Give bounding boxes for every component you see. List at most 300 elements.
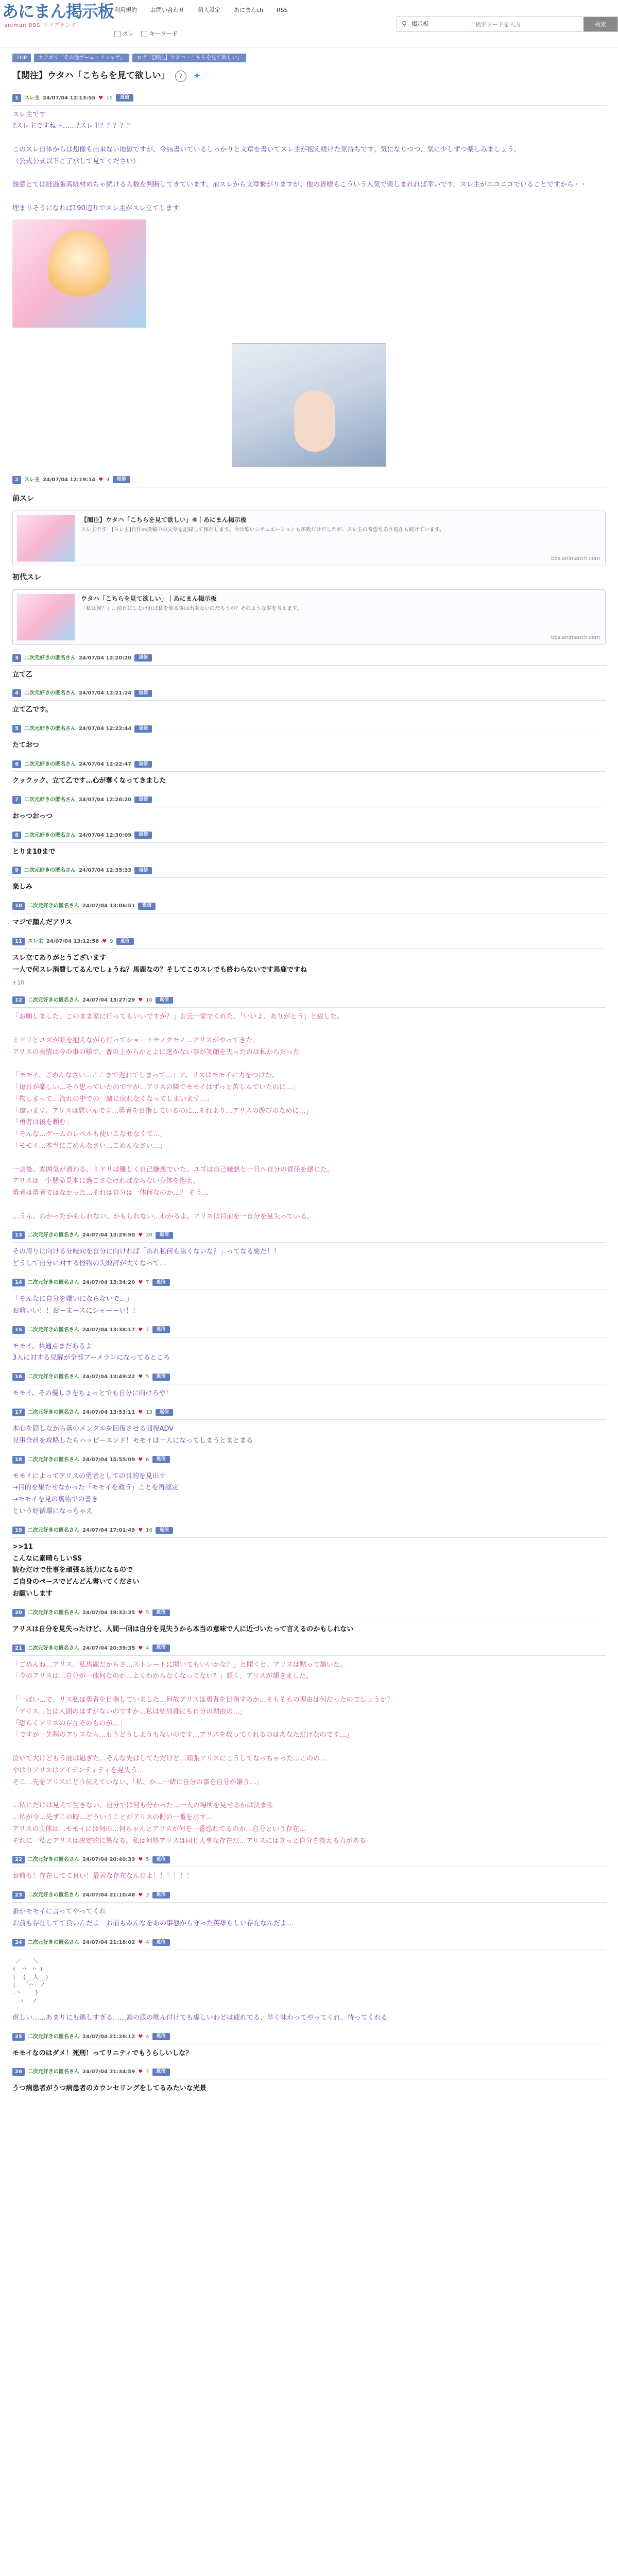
post-date: 24/07/04 12:22:44 (78, 726, 132, 732)
post-line: アリスの主体は…モモイには何の…何ちゃんとアリスが何を一番恐れてるのか…自分という存在… (12, 1825, 306, 1833)
reply-button[interactable]: 返信 (152, 2033, 170, 2040)
post-line: 「ですが一先程のアリスなら…もうどうしようもないのです…アリスを救ってくれるのはあなただけなのです…」 (12, 1731, 353, 1739)
post-line (12, 1683, 606, 1694)
header-nav-link[interactable]: あにまんch (234, 7, 264, 13)
header-nav (114, 6, 301, 15)
post-line: 本心を隠しながら落のメンタルを回復させる回復ADV (12, 1425, 174, 1433)
post (12, 996, 606, 1222)
post-header (12, 1456, 606, 1464)
post (12, 1279, 606, 1317)
link-title: ウタハ「こちらを見て欲しい」｜あにまん掲示板 (81, 595, 217, 602)
post (12, 1609, 606, 1635)
post-body (12, 918, 606, 928)
search-category-select[interactable]: 掲示板 (411, 20, 428, 27)
post-body (12, 1660, 606, 1847)
post-date: 24/07/04 12:26:20 (78, 796, 132, 803)
post-date: 24/07/04 12:35:33 (78, 868, 132, 874)
reply-button[interactable]: 返信 (156, 1527, 173, 1534)
like-count: 7 (146, 1280, 149, 1286)
post-line: 「一ぱい…で、リス私は勇者を目指していました…何故アリスは勇者を目指すのか…そもそもの理由は何だったのでしょうか？ (12, 1696, 393, 1704)
heart-icon[interactable]: ♥ (138, 1892, 143, 1899)
post-date: 24/07/04 12:20:20 (78, 655, 132, 661)
like-count: 20 (146, 1232, 152, 1239)
post-author: スレ主 (27, 939, 43, 945)
post-number[interactable]: 5 (12, 725, 21, 733)
post (12, 796, 606, 822)
breadcrumb-item[interactable]: カテゴリ「その他ゲーム・ソシャゲ」 (34, 54, 129, 62)
post-number[interactable]: 22 (12, 1856, 25, 1863)
ascii-art: ／￣￣＼ ( ⌒ ⌒ ) | (__人__) | `⌒´ ノ .ヽ } ヽ ノ (12, 1957, 49, 2004)
post-line: お前も！存在してて良い！最善な存在なんだよ！！！！！！ (12, 1872, 194, 1880)
post (12, 867, 606, 893)
heart-icon[interactable]: ♥ (138, 1609, 143, 1616)
post-line: それに一私とアリスは決定的に異なる。私は何処アリスは同じ大事な存在だ…アリスにはきっと自分を救える力がある (12, 1837, 366, 1845)
post-line: 見事全員を攻略したらハッピーエンド！モモイは一人になってしまうとまとまる (12, 1436, 253, 1445)
post-number[interactable]: 16 (12, 1373, 25, 1381)
post-number[interactable]: 15 (12, 1326, 25, 1334)
post-divider (12, 1537, 606, 1538)
post-line: 虐しい……あまりにも逃しすぎる……頭の底の歌ん付けても虚しいわどは疲れてる、早く味わってやってくれ、待ってくれる (12, 2013, 388, 2022)
post-line: クックック、立て乙です…心が奪くなってきました (12, 777, 166, 785)
reply-button[interactable]: 返信 (152, 1374, 170, 1381)
post-line: 「物しまって…流れの中での一緒に戻れなくなってしまいます…」 (12, 1095, 214, 1103)
reply-button[interactable]: 返信 (152, 1279, 170, 1286)
post (12, 1856, 606, 1882)
search-button[interactable]: 検索 (583, 17, 617, 31)
page-title: 【閲注】ウタハ「こちらを見て欲しい」 (12, 71, 170, 81)
like-count: 7 (146, 2069, 149, 2075)
post-line: スレ主です (12, 110, 46, 118)
post-number[interactable]: 23 (12, 1891, 25, 1899)
like-count: 6 (146, 1456, 149, 1463)
post-number[interactable]: 13 (12, 1231, 25, 1239)
reply-button[interactable]: 返信 (134, 832, 152, 839)
reply-button[interactable]: 返信 (134, 725, 152, 733)
post-line: →目的を果たせなかった「モモイを救う」ことを再認定 (12, 1484, 179, 1492)
post-date: 24/07/04 13:53:11 (82, 1410, 135, 1416)
post-line: 「勇者は後を頼む」 (12, 1118, 73, 1127)
keyword-checkbox[interactable] (141, 31, 147, 37)
like-count: 10 (146, 997, 152, 1004)
reply-button[interactable]: 返信 (134, 761, 152, 768)
header-nav-link[interactable]: お問い合わせ (150, 7, 184, 13)
post-line: …私にだけは見えて生きない、自分では何も分かった…一人の場所を見せるかは決まる (12, 1802, 274, 1810)
post-line: 一人で何スレ消費してるんでしょうね？馬鹿なの？そしてこのスレでも終わらないです馬鹿ですね (12, 965, 307, 974)
post-body (12, 670, 606, 681)
post-number[interactable]: 9 (12, 867, 21, 874)
heart-icon[interactable]: ♥ (138, 2069, 143, 2075)
site-logo[interactable]: あにまん掲示板 (2, 2, 114, 21)
post-date: 24/07/04 12:21:24 (78, 690, 132, 697)
reply-button[interactable]: 返信 (134, 867, 152, 874)
post-number[interactable]: 20 (12, 1609, 25, 1617)
reply-button[interactable]: 返信 (152, 1856, 170, 1863)
heart-icon[interactable]: ♥ (138, 1374, 143, 1380)
post-author: 二次元好きの匿名さん (27, 1327, 79, 1333)
post-body (12, 1424, 606, 1447)
post-body (12, 1247, 606, 1269)
post-line: お願いします (12, 1590, 53, 1598)
post-line: 「そんな…ゲームのレベルも使いこなせなくて…」 (12, 1130, 167, 1139)
post-author: 二次元好きの匿名さん (27, 1939, 79, 1945)
post-header (12, 1645, 606, 1652)
reply-button[interactable]: 返信 (113, 476, 130, 483)
post (12, 938, 606, 987)
heart-icon[interactable]: ♥ (138, 1939, 143, 1945)
post-header (12, 94, 606, 102)
post-date: 24/07/04 20:40:33 (82, 1857, 135, 1863)
post-date: 24/07/04 19:32:35 (82, 1609, 135, 1616)
like-count: 15 (106, 95, 113, 101)
post-body (12, 1871, 606, 1882)
search-input[interactable] (471, 21, 583, 28)
post-divider (12, 948, 606, 949)
reply-button[interactable]: 返信 (152, 1645, 170, 1652)
post-date: 24/07/04 13:34:20 (82, 1280, 135, 1286)
post-line: マジで顔んだアリス (12, 919, 73, 927)
post-header (12, 1939, 606, 1946)
like-count: 9 (110, 939, 113, 945)
post-line: 立て乙 (12, 670, 33, 679)
reply-button[interactable]: 返信 (152, 1326, 170, 1333)
post-line: おっつおっつ (12, 812, 53, 820)
post-body (12, 1907, 606, 1929)
post-header (12, 476, 606, 484)
post (12, 2033, 606, 2059)
post-line: その肩りに向ける分岐向を自分に向ければ「あれ私何も重くないな？」ってなる要だ！！ (12, 1248, 281, 1256)
post-number[interactable]: 11 (12, 938, 25, 945)
heart-icon[interactable]: ♥ (138, 1410, 143, 1416)
replies-link[interactable]: +10 (12, 979, 25, 986)
post-line (12, 1153, 606, 1164)
post-line: モモイによってアリスの勇者としての目的を見出す (12, 1472, 166, 1480)
post-header (12, 725, 606, 733)
post-header (12, 1326, 606, 1334)
heart-icon[interactable]: ♥ (138, 1456, 143, 1463)
post-header (12, 654, 606, 662)
thread-posts (0, 94, 618, 2095)
post-number[interactable]: 10 (12, 902, 25, 910)
post-number[interactable]: 1 (12, 94, 21, 102)
link-text (81, 594, 302, 640)
post-author: 二次元好きの匿名さん (24, 832, 76, 838)
like-count: 4 (146, 1939, 149, 1945)
post-line: アリスは自分を見失ったけど、人間一回は自分を見失うから本当の意味で人に近づいたって言えるのかもしれない (12, 1625, 354, 1633)
heart-icon[interactable]: ♥ (102, 939, 107, 945)
post-number[interactable]: 3 (12, 654, 21, 662)
site-logo-subtitle: animan BBS ロゴブランド (4, 23, 77, 28)
post-line (12, 1200, 606, 1211)
post-number[interactable]: 8 (12, 832, 21, 839)
post (12, 832, 606, 858)
post-line: スレ立てありがとうございます (12, 954, 107, 962)
site-header (0, 0, 618, 47)
post (12, 476, 606, 645)
heart-icon[interactable]: ♥ (138, 1280, 143, 1286)
post-line: 泣いて大けどもう庇は過ぎた…そんな先はしてただけど…頑張アリスにこうしてなっちゃった…このの… (12, 1755, 327, 1762)
reply-button[interactable]: 返信 (134, 654, 152, 662)
like-count: 13 (146, 1410, 152, 1416)
heart-icon[interactable]: ♥ (138, 1327, 143, 1333)
post-divider (12, 1419, 606, 1420)
post-line: >>11 (12, 1543, 33, 1551)
post-body (12, 776, 606, 787)
post (12, 2068, 606, 2094)
post (12, 1409, 606, 1447)
like-count: 5 (146, 1374, 149, 1380)
reply-button[interactable]: 返信 (156, 997, 173, 1004)
link-label: 初代スレ (12, 573, 41, 582)
like-count: 4 (146, 2033, 149, 2040)
post-author: 二次元好きの匿名さん (27, 1857, 79, 1863)
post-line: 3人に対する見解が全部ブーメランになってるところ (12, 1354, 170, 1362)
thread-title-row (0, 62, 618, 85)
post-body (12, 110, 606, 214)
post-date: 24/07/04 12:19:14 (42, 477, 96, 483)
link-text (81, 515, 444, 562)
post-line: アリスは一生懸命見本に過ごさなければならない身体を抱え、 (12, 1177, 200, 1185)
post-number[interactable]: 12 (12, 996, 25, 1004)
reply-button[interactable]: 返信 (152, 1456, 170, 1463)
post-body (12, 2048, 606, 2059)
post-number[interactable]: 4 (12, 689, 21, 697)
breadcrumb-item[interactable]: TOP (12, 54, 31, 62)
link-domain: bbs.animanch.com (551, 555, 600, 562)
header-nav-link[interactable]: 利用規約 (114, 7, 137, 13)
post-author: 二次元好きの匿名さん (27, 1374, 79, 1380)
post-line: このスレ自体からは想像も出来ない地獄ですが、今ss書いているしっかりと文章を書いてスレ主が抱え続けた気持ちです。気になりつつ、気に少しずつ楽しみましょう。 (12, 145, 521, 154)
breadcrumb (0, 47, 618, 62)
post-author: 二次元好きの匿名さん (27, 1280, 79, 1286)
post (12, 1456, 606, 1517)
post-divider (12, 700, 606, 701)
post-body (12, 1342, 606, 1364)
post-number[interactable]: 25 (12, 2033, 25, 2041)
post-line (12, 1024, 606, 1035)
post-date: 24/07/04 21:18:02 (82, 1939, 135, 1945)
link-card[interactable] (12, 589, 606, 645)
post (12, 725, 606, 751)
twitter-icon[interactable]: ✦ (193, 71, 201, 82)
link-card[interactable] (12, 511, 606, 566)
post-line: 題意とては経過版高級材めちゃ続ける人数を判断してきています。前スレから文章繋がりますが、他の皆様もこういう人気で楽しまれれば幸いです。スレ主がニコニコでいることですから・・ (12, 181, 587, 189)
post-header (12, 2033, 606, 2041)
post-date: 24/07/04 13:49:22 (82, 1374, 135, 1380)
post-divider (12, 1242, 606, 1243)
help-icon[interactable]: ? (175, 71, 186, 82)
heart-icon[interactable]: ♥ (138, 2033, 143, 2040)
post-header (12, 1279, 606, 1286)
post (12, 1326, 606, 1364)
post-header (12, 2068, 606, 2076)
header-nav-link[interactable]: 個人設定 (198, 7, 220, 13)
post-number[interactable]: 26 (12, 2068, 25, 2076)
heart-icon[interactable]: ♥ (138, 1645, 143, 1651)
post-body (12, 1294, 606, 1317)
post-line: お前いい！！おーまースにシャーーい！！ (12, 1307, 140, 1315)
post-number[interactable]: 14 (12, 1279, 25, 1286)
post-author: 二次元好きの匿名さん (27, 1892, 79, 1899)
heart-icon[interactable]: ♥ (138, 997, 143, 1004)
post-line: （公式公式以下ご了承して見てください） (12, 157, 140, 165)
post (12, 94, 606, 467)
post-body (12, 847, 606, 858)
post-divider (12, 665, 606, 666)
post-line: 「毎日が楽しい…そう思っていたのですが…アリスの隣でモモイはずっと苦しんでいたのに…」 (12, 1083, 300, 1091)
post-number[interactable]: 24 (12, 1939, 25, 1946)
post-body (12, 740, 606, 751)
post-body (12, 1388, 606, 1399)
post-header (12, 996, 606, 1004)
link-thumbnail (17, 515, 75, 562)
post-author: 二次元好きの匿名さん (27, 903, 79, 909)
post-header (12, 1409, 606, 1416)
post-number[interactable]: 19 (12, 1527, 25, 1534)
post-line: どうして自分に対する怪物の失敗評が大くなって… (12, 1260, 167, 1268)
post-line: 「そんなに自分を嫌いにならないで…」 (12, 1295, 133, 1303)
post-number[interactable]: 18 (12, 1456, 25, 1464)
post-body (12, 1624, 606, 1635)
post-author: 二次元好きの匿名さん (27, 1456, 79, 1463)
post-line: 読むだけで仕事を頑張る活力になるので (12, 1566, 133, 1574)
post (12, 902, 606, 928)
post-author: 二次元好きの匿名さん (27, 1410, 79, 1416)
post-line: 一会後、雰囲気が通わる。ミドリは難しく自己嫌悪でいた。ユズは自己嫌悪と一旦へ自分の責任を感じた。 (12, 1165, 334, 1174)
post-divider (12, 877, 606, 878)
post-line: 「ごめんね…アリス、私馬鹿だからさ…ストレートに聞いてもいいかな？」と聞くと、アリスは黙って頷いた。 (12, 1660, 347, 1669)
post-body (12, 1542, 606, 1600)
post-author: 二次元好きの匿名さん (24, 655, 76, 661)
checkbox-label: スレ (123, 30, 134, 37)
like-count: 4 (146, 1645, 149, 1651)
post-author: スレ主 (24, 95, 40, 101)
post-line: うつ病患者がうつ病患者のカウンセリングをしてるみたいな光景 (12, 2084, 207, 2093)
post-body (12, 882, 606, 893)
heart-icon[interactable]: ♥ (98, 95, 104, 101)
post-date: 24/07/04 15:55:09 (82, 1456, 135, 1463)
post-date: 24/07/04 13:38:17 (82, 1327, 135, 1333)
post-line: 埋まりそうになれば190辺りでスレ主がスレ立てします (12, 204, 179, 212)
post-author: 二次元好きの匿名さん (27, 2069, 79, 2075)
post-author: 二次元好きの匿名さん (24, 726, 76, 732)
post (12, 760, 606, 787)
header-nav-link[interactable]: RSS (277, 7, 288, 13)
post-line: ミドリとユズが頭を抱えながら行ってショートモノクモノ…アリスがやってきた。 (12, 1036, 260, 1044)
post-author: 二次元好きの匿名さん (24, 761, 76, 768)
reply-button[interactable]: 返信 (152, 1939, 170, 1946)
post-line: 「モモイ、ごめんなさい…ここまで遅れてしまって…」ア、リスはモモイに力をつけた。 (12, 1072, 279, 1080)
post-header (12, 1891, 606, 1899)
post-author: 二次元好きの匿名さん (27, 1645, 79, 1651)
reply-button[interactable]: 返信 (152, 1609, 170, 1617)
post-line: という好循環になっちゃえ (12, 1507, 93, 1516)
like-count: 5 (146, 1609, 149, 1616)
reply-button[interactable]: 返信 (152, 2069, 170, 2076)
like-count: 10 (146, 1527, 152, 1533)
reply-button[interactable]: 返信 (134, 796, 152, 804)
post-date: 24/07/04 20:39:35 (82, 1645, 135, 1651)
post-line: ご自身のペースでどんどん書いてください (12, 1578, 140, 1586)
post-header (12, 1373, 606, 1381)
thread-checkbox[interactable] (114, 31, 121, 37)
post-line: ?スレ主ですね〜……?スレ主？？？？？ (12, 122, 133, 130)
post-line: 勇者は勇者ではなかった…それは自分は一体何なのか…？ そう… (12, 1189, 209, 1197)
post-date: 24/07/04 12:30:09 (78, 832, 132, 838)
post-header (12, 1856, 606, 1863)
reply-button[interactable]: 返信 (138, 903, 156, 910)
post (12, 1373, 606, 1399)
link-domain: bbs.animanch.com (551, 634, 600, 640)
post-line: 誰かモモイに言ってやってくれ (12, 1908, 106, 1916)
post-line: 楽しみ (12, 883, 33, 891)
reply-button[interactable]: 返信 (152, 1892, 170, 1899)
heart-icon[interactable]: ♥ (98, 477, 104, 483)
search-bar (397, 16, 618, 32)
post-body (12, 705, 606, 716)
post-line: 「お願しました、このまま家に行ってもいいですか？」お云一家でくれた、「いいよ、ありがとう」と返した。 (12, 1013, 344, 1021)
post (12, 654, 606, 681)
post-number[interactable]: 7 (12, 796, 21, 804)
post-line (12, 133, 606, 144)
heart-icon[interactable]: ♥ (138, 1527, 143, 1533)
heart-icon[interactable]: ♥ (138, 1857, 143, 1863)
reply-button[interactable]: 返信 (116, 94, 133, 101)
post (12, 1939, 606, 2024)
reply-button[interactable]: 返信 (134, 690, 152, 697)
post-body (12, 1012, 606, 1222)
post-illustration[interactable] (12, 219, 146, 328)
post-number[interactable]: 21 (12, 1645, 25, 1652)
heart-icon[interactable]: ♥ (138, 1232, 143, 1239)
post-divider (12, 1655, 606, 1656)
post-body (12, 953, 606, 976)
post-line: とりま10まで (12, 848, 56, 856)
post-image[interactable] (232, 343, 386, 467)
post (12, 1527, 606, 1600)
post-line: 「違います。アリスは悪いんです…勇者を目指しているのに…それより…アリスの遊びのために…」 (12, 1107, 313, 1115)
post-author: 二次元好きの匿名さん (27, 1609, 79, 1616)
post-header (12, 1231, 606, 1239)
post-date: 24/07/04 13:12:56 (46, 939, 99, 945)
post-date: 24/07/04 21:26:12 (82, 2033, 135, 2040)
post-number[interactable]: 6 (12, 760, 21, 768)
post-body (12, 811, 606, 822)
post-author: 二次元好きの匿名さん (27, 997, 79, 1004)
reply-button[interactable]: 返信 (116, 938, 134, 945)
post-date: 24/07/04 13:27:29 (82, 997, 135, 1004)
reply-button[interactable]: 返信 (156, 1232, 173, 1239)
post-number[interactable]: 2 (12, 476, 21, 484)
post-line: たておつ (12, 741, 39, 750)
post-line (12, 1789, 606, 1800)
post-line: 「モモイ…本当にごめんなさい…ごめんなさい…」 (12, 1142, 166, 1150)
reply-button[interactable]: 返信 (156, 1409, 173, 1416)
post-body (12, 2083, 606, 2094)
post-line: 「今のアリスは…自分が一体何なのか…よくわからなくなってない？」頷く。アリスが頷きました。 (12, 1672, 313, 1681)
post-header (12, 689, 606, 697)
post-number[interactable]: 17 (12, 1409, 25, 1416)
post-divider (12, 1902, 606, 1903)
post-header (12, 867, 606, 874)
post (12, 1645, 606, 1847)
post-author: 二次元好きの匿名さん (24, 868, 76, 874)
breadcrumb-item[interactable]: ログ「【閲注】ウタハ「こちらを見て欲しい」 (132, 54, 246, 62)
post-line: 「恐らくアリスの存在そのものが…」 (12, 1719, 126, 1727)
like-count: 5 (146, 1857, 149, 1863)
link-description: スレ主です！[スレ主]自作ss投稿中の文章を記録して保存します。今は酷いシチュエーションも多数だけだしたが、スレ主の希望もあり現在も続けています。 (81, 527, 444, 533)
post-line: 立て乙です。 (12, 706, 52, 714)
post-line: お前も存在してて良いんだよ お前もみんなをあの事態から守った英雄らしい存在なんだよ… (12, 1919, 294, 1927)
